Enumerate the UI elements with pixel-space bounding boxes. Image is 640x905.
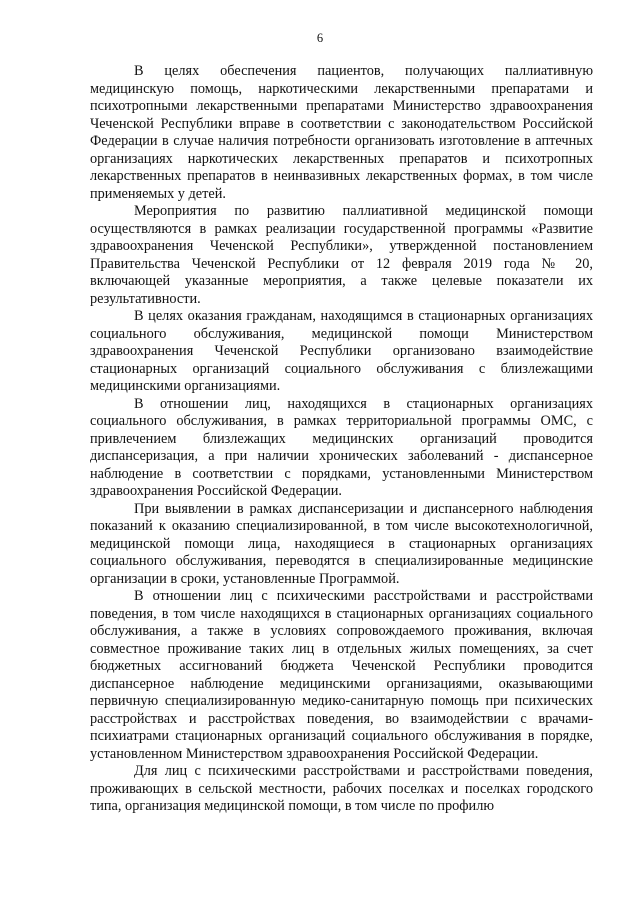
paragraph-dispensary-observation: В отношении лиц, находящихся в стационарных организациях социального обслуживания, в рамках территориальной программы ОМС, с привлечением близлежащих медицинских организаций проводится диспансеризация, а при наличии хронических заболеваний - диспансерное наблюдение в соответствии с порядками, установленными Министерством здравоохранения Российской Федерации. [90, 395, 593, 499]
document-body [90, 63, 593, 816]
paragraph-drug-manufacturing: В целях обеспечения пациентов, получающих паллиативную медицинскую помощь, наркотическими лекарственными препаратами и психотропными лекарственными препаратами Министерство здравоохранения Чеченской Республики вправе в соответствии с законодательством Российской Федерации в случае наличия потребности организовать изготовление в аптечных организациях наркотических лекарственных препаратов и психотропных лекарственных препаратов в неинвазивных лекарственных формах, в том числе применяемых у детей. [90, 63, 593, 202]
paragraph-rural-residents: Для лиц с психическими расстройствами и расстройствами поведения, проживающих в сельской местности, рабочих поселках и поселках городского типа, организация медицинской помощи, в том числе по профилю [90, 763, 593, 814]
paragraph-palliative-program: Мероприятия по развитию паллиативной медицинской помощи осуществляются в рамках реализации государственной программы «Развитие здравоохранения Чеченской Республики», утвержденной постановлением Правительства Чеченской Республики от 12 февраля 2019 года № 20, включающей указанные мероприятия, а также целевые показатели их результативности. [90, 203, 593, 307]
paragraph-specialized-care-transfer: При выявлении в рамках диспансеризации и диспансерного наблюдения показаний к оказанию специализированной, в том числе высокотехнологичной, медицинской помощи лица, находящиеся в стационарных организациях социального обслуживания, переводятся в специализированные медицинские организации в сроки, установленные Программой. [90, 500, 593, 587]
paragraph-mental-disorders: В отношении лиц с психическими расстройствами и расстройствами поведения, в том числе находящихся в стационарных организациях социального обслуживания, а также в условиях сопровождаемого проживания, включая совместное проживание таких лиц в отдельных жилых помещениях, за счет бюджетных ассигнований бюджета Чеченской Республики проводится диспансерное наблюдение медицинскими организациями, оказывающими первичную специализированную медико-санитарную помощь при психических расстройствах и расстройствах поведения, во взаимодействии с врачами-психиатрами стационарных организаций социального обслуживания в порядке, установленном Министерством здравоохранения Российской Федерации. [90, 588, 593, 762]
page-number: 6 [316, 31, 324, 45]
paragraph-social-care-interaction: В целях оказания гражданам, находящимся в стационарных организациях социального обслуживания, медицинской помощи Министерством здравоохранения Чеченской Республики организовано взаимодействие стационарных организаций социального обслуживания с близлежащими медицинскими организациями. [90, 308, 593, 394]
